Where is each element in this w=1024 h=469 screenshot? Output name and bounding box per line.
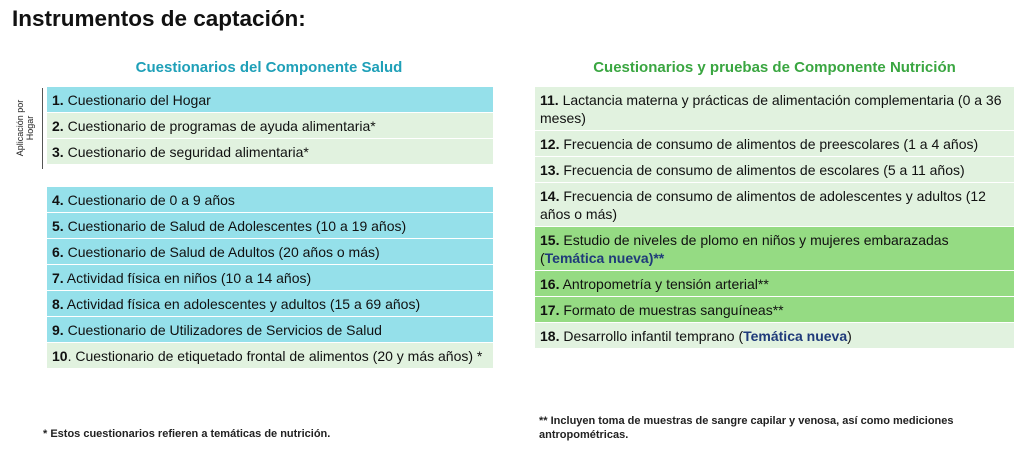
item-number: 17. (540, 302, 560, 318)
side-label-line1: Aplicación por (15, 99, 25, 157)
list-item (535, 157, 1014, 183)
item-number: 10 (52, 348, 68, 364)
item-number: 14. (540, 188, 560, 204)
list-item (47, 343, 493, 369)
salud-column-heading: Cuestionarios del Componente Salud (135, 59, 403, 76)
list-item (535, 271, 1014, 297)
nutricion-list (535, 87, 1014, 349)
list-item (535, 131, 1014, 157)
hogar-side-label-text (15, 100, 35, 157)
item-text: Desarrollo infantil temprano ( (559, 328, 744, 344)
salud-hogar-list (47, 87, 493, 165)
item-number: 8. (52, 296, 64, 312)
list-item (47, 239, 493, 265)
item-number: 3. (52, 144, 64, 160)
new-topic-highlight: Temática nueva (743, 328, 848, 344)
item-text: Frecuencia de consumo de alimentos de adolescentes y adultos (12 años o más) (540, 188, 986, 222)
item-text: Antropometría y tensión arterial** (559, 276, 769, 292)
salud-individual-list (47, 187, 493, 369)
list-item (535, 227, 1014, 271)
item-number: 6. (52, 244, 64, 260)
list-item (535, 183, 1014, 227)
list-item (47, 187, 493, 213)
item-text: Cuestionario de Salud de Adolescentes (10 a 19 años) (63, 218, 407, 234)
item-text: Formato de muestras sanguíneas** (559, 302, 784, 318)
item-text: Lactancia materna y prácticas de alimentación complementaria (0 a 36 meses) (540, 92, 1002, 126)
item-text: Cuestionario de Utilizadores de Servicios de Salud (63, 322, 382, 338)
item-number: 9. (52, 322, 64, 338)
item-number: 1. (52, 92, 64, 108)
item-number: 16. (540, 276, 560, 292)
item-number: 15. (540, 232, 560, 248)
item-text: Cuestionario de 0 a 9 años (63, 192, 235, 208)
hogar-side-label (8, 85, 42, 171)
item-number: 2. (52, 118, 64, 134)
item-text: Actividad física en adolescentes y adultos (15 a 69 años) (63, 296, 421, 312)
page-title: Instrumentos de captación: (12, 6, 306, 31)
list-item (535, 297, 1014, 323)
item-number: 13. (540, 162, 560, 178)
item-number: 4. (52, 192, 64, 208)
item-text: Actividad física en niños (10 a 14 años) (63, 270, 312, 286)
salud-footnote: * Estos cuestionarios refieren a temáticas de nutrición. (43, 428, 331, 440)
side-label-line2: Hogar (25, 115, 35, 141)
new-topic-highlight: Temática nueva (544, 250, 649, 266)
item-text: Cuestionario de programas de ayuda alimentaria* (63, 118, 376, 134)
list-item (47, 265, 493, 291)
item-number: 5. (52, 218, 64, 234)
list-item (47, 87, 493, 113)
item-text: Cuestionario de seguridad alimentaria* (63, 144, 309, 160)
item-text: . Cuestionario de etiquetado frontal de alimentos (20 y más años) * (67, 348, 483, 364)
item-tail: )** (648, 250, 665, 266)
list-item (535, 87, 1014, 131)
list-item (47, 213, 493, 239)
item-text: Estudio de niveles de plomo en niños y mujeres embarazadas ( (540, 232, 949, 266)
nutricion-column-heading: Cuestionarios y pruebas de Componente Nutrición (593, 59, 956, 76)
item-number: 18. (540, 328, 560, 344)
item-text: Cuestionario de Salud de Adultos (20 años o más) (63, 244, 380, 260)
item-number: 12. (540, 136, 560, 152)
item-text: Cuestionario del Hogar (63, 92, 211, 108)
list-item (47, 113, 493, 139)
item-text: Frecuencia de consumo de alimentos de preescolares (1 a 4 años) (559, 136, 979, 152)
item-text: Frecuencia de consumo de alimentos de escolares (5 a 11 años) (559, 162, 965, 178)
nutricion-footnote: ** Incluyen toma de muestras de sangre capilar y venosa, así como mediciones antropométricas. (539, 415, 954, 441)
list-item (535, 323, 1014, 349)
list-item (47, 291, 493, 317)
item-tail: ) (847, 328, 852, 344)
list-item (47, 139, 493, 165)
item-number: 7. (52, 270, 64, 286)
item-number: 11. (540, 92, 559, 108)
list-item (47, 317, 493, 343)
